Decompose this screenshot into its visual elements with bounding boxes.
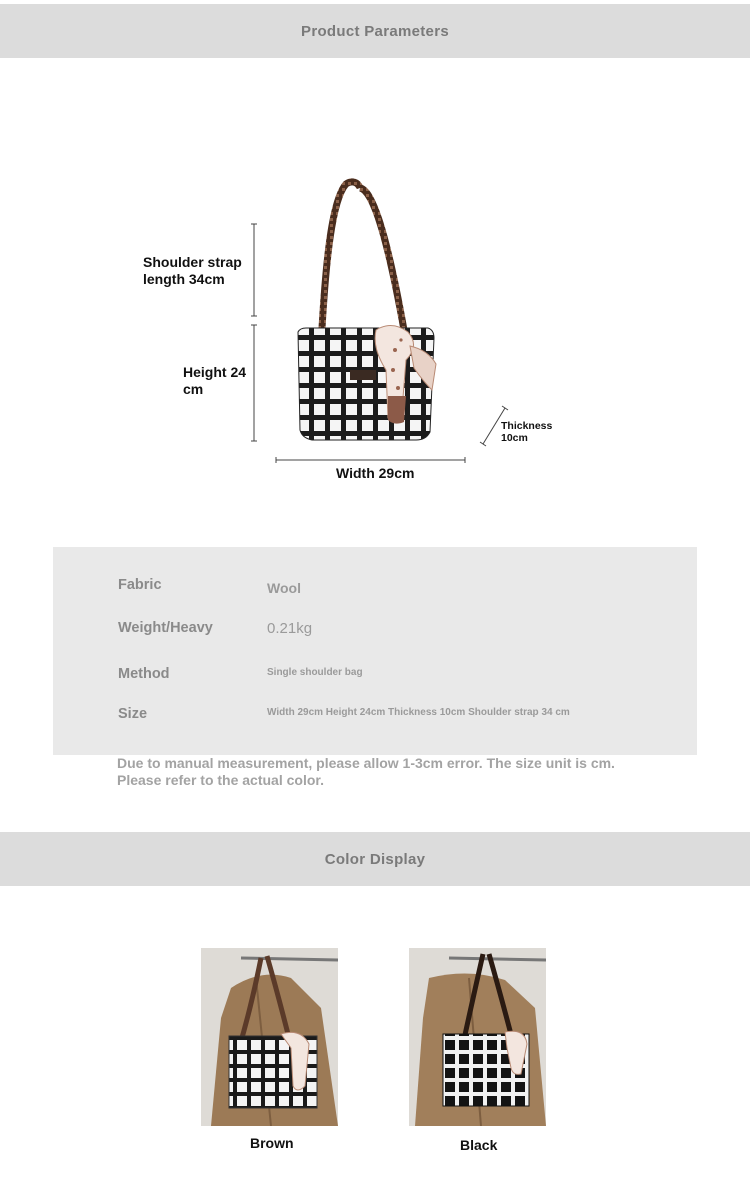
color-display-title: Color Display: [324, 850, 426, 868]
strap-length-label: Shoulder strap length 34cm: [143, 254, 242, 287]
height-label: Height 24 cm: [183, 364, 247, 397]
bag-label-patch: [350, 370, 376, 380]
color-display-banner: [0, 832, 750, 886]
variant-name-black: Black: [460, 1137, 498, 1153]
measurement-note: Due to manual measurement, please allow 1-3cm error. The size unit is cm. Please refer to the actual color.: [117, 755, 615, 788]
spec-table: [53, 547, 697, 755]
bag-strap-right: [360, 188, 404, 330]
variant-photo-black[interactable]: [409, 948, 546, 1126]
variant-name-brown: Brown: [250, 1135, 294, 1151]
product-parameters-title: Product Parameters: [301, 22, 449, 40]
weight-value: 0.21kg: [267, 620, 313, 637]
thickness-label: Thickness 10cm: [501, 420, 553, 444]
method-label: Method: [118, 666, 170, 682]
width-label: Width 29cm: [336, 465, 415, 481]
bag-strap-left: [322, 182, 360, 328]
variant-photo-brown[interactable]: [201, 948, 338, 1126]
fabric-label: Fabric: [118, 577, 162, 593]
brown-bag-illustration: [201, 948, 338, 1126]
size-value: Width 29cm Height 24cm Thickness 10cm Shoulder strap 34 cm: [267, 707, 570, 718]
size-label: Size: [118, 706, 148, 722]
bag-dimension-diagram: [0, 170, 750, 500]
method-value: Single shoulder bag: [267, 667, 363, 678]
black-bag-illustration: [409, 948, 546, 1126]
fabric-value: Wool: [267, 580, 301, 596]
product-parameters-banner: [0, 4, 750, 58]
weight-label: Weight/Heavy: [118, 620, 213, 636]
